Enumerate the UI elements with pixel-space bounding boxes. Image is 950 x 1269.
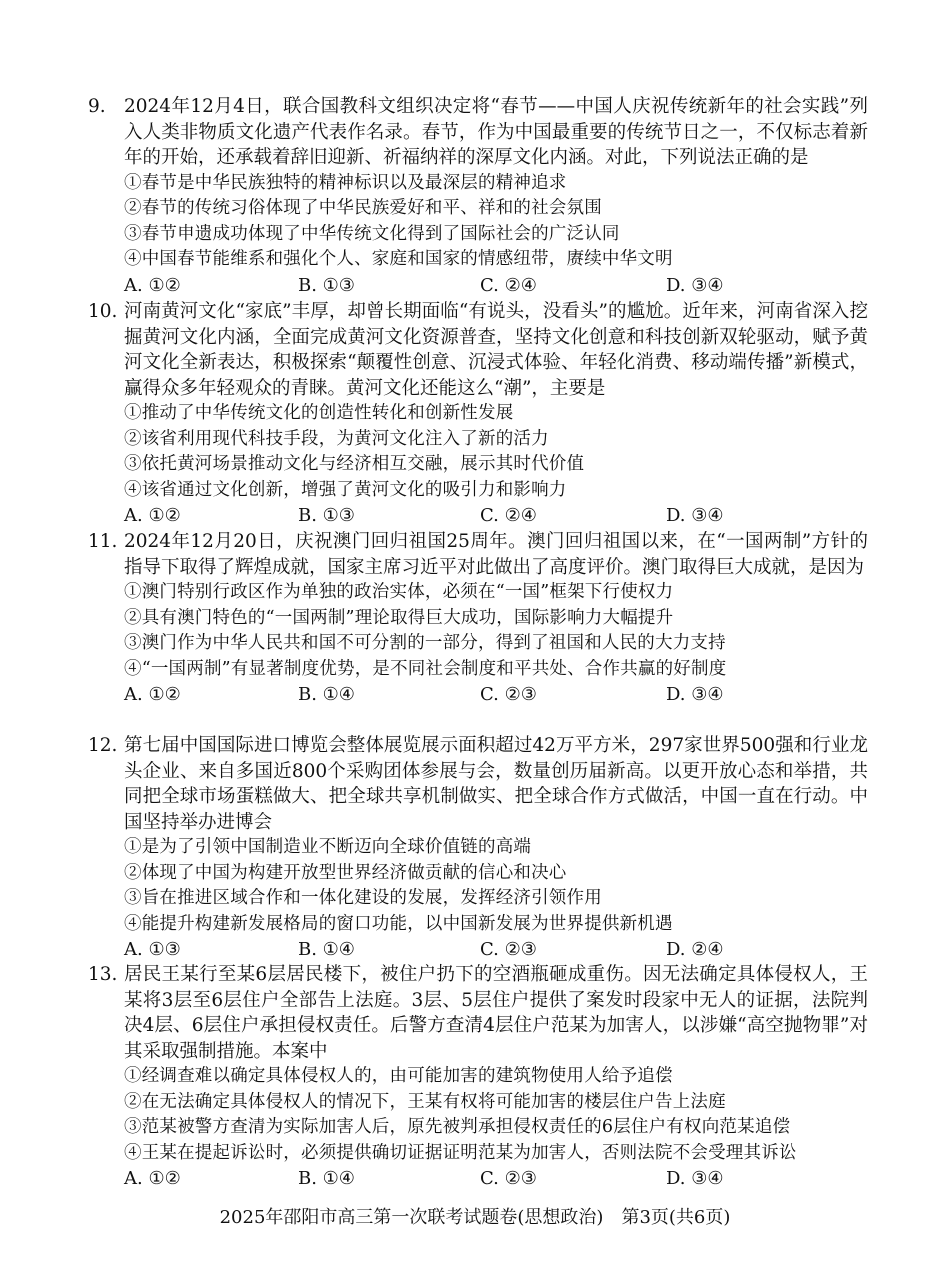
- statement: ③澳门作为中华人民共和国不可分割的一部分，得到了祖国和人民的大力支持: [124, 633, 726, 653]
- answer-choices: [124, 1166, 868, 1191]
- answer-choices: [124, 273, 868, 298]
- question-number: 12.: [88, 735, 118, 756]
- choice-d[interactable]: D. ③④: [666, 505, 724, 526]
- choice-a[interactable]: A. ①②: [124, 505, 181, 526]
- question-number: 13.: [88, 964, 118, 985]
- statement-list: [124, 1064, 868, 1166]
- choice-a[interactable]: A. ①②: [124, 274, 181, 296]
- statement: ②体现了中国为构建开放型世界经济做贡献的信心和决心: [124, 862, 567, 883]
- question-stem: [88, 94, 868, 171]
- statement: ②春节的传统习俗体现了中华民族爱好和平、祥和的社会氛围: [124, 198, 602, 218]
- question-stem: [88, 962, 868, 1064]
- statement: ①经调查难以确定具体侵权人的，由可能加害的建筑物使用人给予追偿: [124, 1066, 673, 1086]
- statement-list: [124, 171, 868, 273]
- question-text: 2024年12月20日，庆祝澳门回归祖国25周年。澳门回归祖国以来，在“一国两制”方针的指导下取得了辉煌成就，国家主席习近平对此做出了高度评价。澳门取得巨大成就，是因为: [124, 531, 868, 578]
- statement: ④中国春节能维系和强化个人、家庭和国家的情感纽带，赓续中华文明: [124, 249, 673, 269]
- answer-choices: [124, 503, 868, 528]
- choice-c[interactable]: C. ②③: [480, 1168, 537, 1189]
- page-footer: 2025年邵阳市高三第一次联考试题卷(思想政治) 第3页(共6页): [219, 1207, 731, 1228]
- choice-b[interactable]: B. ①④: [298, 684, 355, 705]
- statement-list: [124, 835, 868, 937]
- question-12: [88, 733, 868, 962]
- choice-b[interactable]: B. ①③: [298, 505, 355, 526]
- choice-a[interactable]: A. ①②: [124, 1168, 181, 1189]
- question-stem: [88, 733, 868, 835]
- question-text: 2024年12月4日，联合国教科文组织决定将“春节——中国人庆祝传统新年的社会实践”列入人类非物质文化遗产代表作名录。春节，作为中国最重要的传统节日之一，不仅标志着新年的开始，还承载着辞旧迎新、祈福纳祥的深厚文化内涵。对此，下列说法正确的是: [124, 96, 868, 168]
- statement: ①是为了引领中国制造业不断迈向全球价值链的高端: [124, 837, 532, 857]
- choice-d[interactable]: D. ③④: [666, 684, 724, 705]
- statement: ②该省利用现代科技手段，为黄河文化注入了新的活力: [124, 428, 549, 449]
- statement-list: [124, 401, 868, 503]
- question-text: 第七届中国国际进口博览会整体展览展示面积超过42万平方米，297家世界500强和行业龙头企业、来自多国近800个采购团体参展与会，数量创历届新高。以更开放心态和举措，共同把全球市场蛋糕做大、把全球共享机制做实、把全球合作方式做活，中国一直在行动。中国坚持举办进博会: [124, 735, 868, 833]
- statement: ③依托黄河场景推动文化与经济相互交融，展示其时代价值: [124, 454, 585, 474]
- choice-b[interactable]: B. ①④: [298, 1168, 355, 1189]
- statement: ④王某在提起诉讼时，必须提供确切证据证明范某为加害人，否则法院不会受理其诉讼: [124, 1142, 797, 1163]
- question-number: 9.: [88, 96, 106, 117]
- choice-d[interactable]: D. ③④: [666, 274, 724, 296]
- statement: ①推动了中华传统文化的创造性转化和创新性发展: [124, 403, 514, 423]
- choice-c[interactable]: C. ②④: [480, 274, 537, 296]
- answer-choices: [124, 937, 868, 962]
- question-number: 10.: [88, 301, 118, 322]
- question-number: 11.: [88, 531, 118, 552]
- choice-c[interactable]: C. ②④: [480, 505, 537, 526]
- question-text: 河南黄河文化“家底”丰厚，却曾长期面临“有说头，没看头”的尴尬。近年来，河南省深入挖掘黄河文化内涵，全面完成黄河文化资源普查，坚持文化创意和科技创新双轮驱动，赋予黄河文化全新表达，积极探索“颠覆性创意、沉浸式体验、年轻化消费、移动端传播”新模式，赢得众多年轻观众的青睐。黄河文化还能这么“潮”，主要是: [124, 301, 868, 399]
- question-11: [88, 529, 868, 707]
- statement-list: [124, 580, 868, 682]
- question-13: [88, 962, 868, 1191]
- statement: ③春节申遗成功体现了中华传统文化得到了国际社会的广泛认同: [124, 223, 620, 244]
- choice-c[interactable]: C. ②③: [480, 684, 537, 705]
- question-9: [88, 94, 868, 298]
- statement: ②具有澳门特色的“一国两制”理论取得巨大成功，国际影响力大幅提升: [124, 607, 674, 628]
- choice-b[interactable]: B. ①④: [298, 939, 355, 960]
- statement: ②在无法确定具体侵权人的情况下，王某有权将可能加害的楼层住户告上法庭: [124, 1091, 726, 1112]
- statement: ①春节是中华民族独特的精神标识以及最深层的精神追求: [124, 172, 567, 193]
- choice-b[interactable]: B. ①③: [298, 274, 355, 296]
- answer-choices: [124, 682, 868, 707]
- choice-d[interactable]: D. ③④: [666, 1168, 724, 1189]
- question-stem: [88, 529, 868, 580]
- statement: ④能提升构建新发展格局的窗口功能，以中国新发展为世界提供新机遇: [124, 913, 673, 934]
- statement: ③范某被警方查清为实际加害人后，原先被判承担侵权责任的6层住户有权向范某追偿: [124, 1117, 791, 1137]
- statement: ③旨在推进区域合作和一体化建设的发展，发挥经济引领作用: [124, 888, 602, 908]
- statement: ①澳门特别行政区作为单独的政治实体，必须在“一国”框架下行使权力: [124, 582, 674, 602]
- choice-a[interactable]: A. ①②: [124, 684, 181, 705]
- choice-c[interactable]: C. ②③: [480, 939, 537, 960]
- statement: ④“一国两制”有显著制度优势，是不同社会制度和平共处、合作共赢的好制度: [124, 658, 727, 679]
- question-text: 居民王某行至某6层居民楼下，被住户扔下的空酒瓶砸成重伤。因无法确定具体侵权人，王某将3层至6层住户全部告上法庭。3层、5层住户提供了案发时段家中无人的证据，法院判决4层、6层住户承担侵权责任。后警方查清4层住户范某为加害人，以涉嫌“高空抛物罪”对其采取强制措施。本案中: [124, 964, 868, 1062]
- choice-d[interactable]: D. ②④: [666, 939, 724, 960]
- question-stem: [88, 299, 868, 401]
- statement: ④该省通过文化创新，增强了黄河文化的吸引力和影响力: [124, 479, 567, 500]
- choice-a[interactable]: A. ①③: [124, 939, 181, 960]
- question-10: [88, 299, 868, 528]
